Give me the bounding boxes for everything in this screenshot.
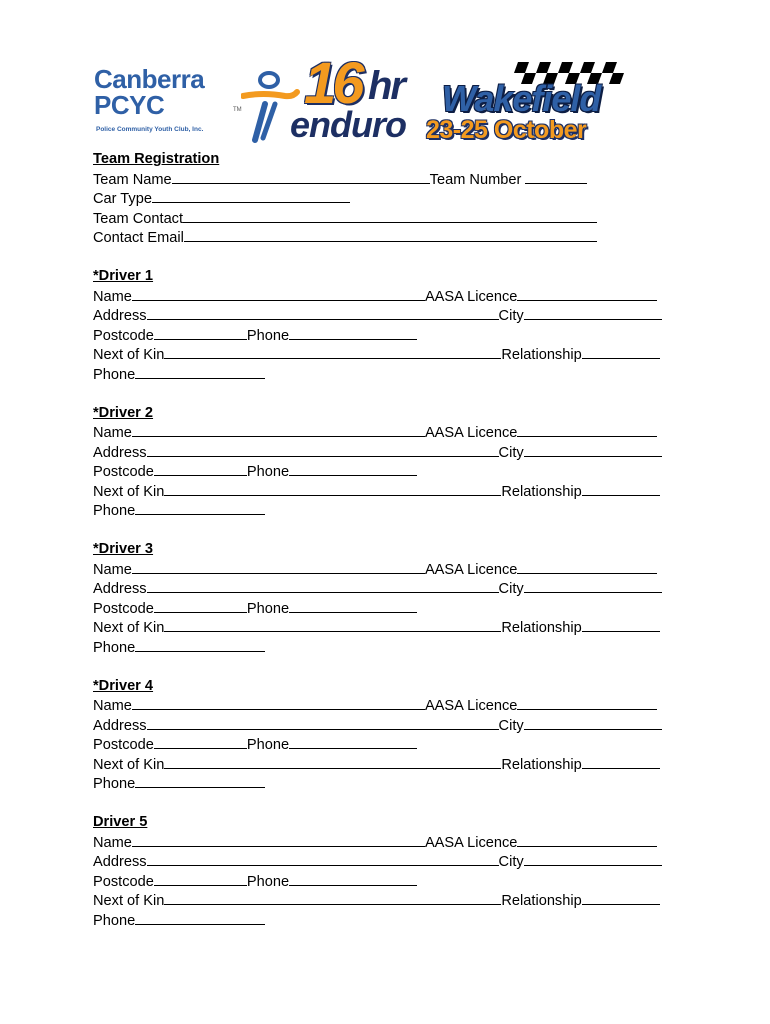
address-field[interactable] [147,579,499,593]
relationship-field[interactable] [582,755,660,769]
kin-phone-field[interactable] [135,501,265,515]
aasa-licence-label: AASA Licence [424,425,518,441]
address-label: Address [93,308,147,324]
team-number-label: Team Number [429,171,522,188]
team-name-row [93,170,693,190]
phone-label: Phone [246,737,290,753]
team-heading-row [93,150,693,170]
relationship-field[interactable] [582,482,660,496]
contact-email-row [93,228,693,248]
next-of-kin-field[interactable] [164,755,501,769]
aasa-licence-field[interactable] [517,696,657,710]
org-tagline: Police Community Youth Club, Inc. [96,126,204,133]
car-type-row [93,189,693,209]
team-registration-heading: Team Registration [93,151,220,167]
next-of-kin-field[interactable] [164,345,501,359]
next-of-kin-field[interactable] [164,891,501,905]
org-name-line2: PCYC [94,90,165,120]
contact-email-label: Contact Email [93,230,184,246]
driver-name-label: Name [93,561,132,578]
postcode-field[interactable] [154,872,247,886]
contact-email-field[interactable] [184,228,597,242]
aasa-licence-label: AASA Licence [424,698,518,714]
phone-label: Phone [246,600,290,617]
org-name-line1: Canberra [94,64,205,94]
kin-phone-label: Phone [93,776,136,792]
aasa-licence-field[interactable] [517,287,657,301]
postcode-label: Postcode [93,327,154,344]
driver-1-section [93,267,693,384]
car-type-label: Car Type [93,191,152,207]
postcode-label: Postcode [93,873,154,890]
postcode-field[interactable] [154,735,247,749]
kin-phone-field[interactable] [135,911,265,925]
team-name-field[interactable] [172,170,430,184]
postcode-label: Postcode [93,600,154,617]
phone-label: Phone [246,464,290,480]
aasa-licence-label: AASA Licence [424,288,518,305]
driver-name-field[interactable] [132,696,425,710]
city-label: City [498,854,524,870]
driver-heading: *Driver 4 [93,677,154,694]
city-label: City [498,308,524,324]
phone-field[interactable] [289,326,417,340]
driver-name-label: Name [93,834,132,851]
team-contact-field[interactable] [183,209,597,223]
team-number-field[interactable] [525,170,587,184]
city-field[interactable] [524,443,662,457]
16hr-enduro-logo [290,51,430,148]
kin-phone-label: Phone [93,639,136,656]
phone-label: Phone [246,873,290,890]
address-label: Address [93,854,147,870]
postcode-field[interactable] [154,599,247,613]
phone-label: Phone [246,327,290,344]
phone-field[interactable] [289,599,417,613]
driver-name-field[interactable] [132,423,425,437]
aasa-licence-field[interactable] [517,560,657,574]
aasa-licence-field[interactable] [517,423,657,437]
event-venue: Wakefield [442,78,601,119]
event-type: enduro [290,104,406,145]
driver-name-field[interactable] [132,560,425,574]
aasa-licence-field[interactable] [517,833,657,847]
city-label: City [498,717,524,734]
next-of-kin-field[interactable] [164,618,501,632]
driver-heading: *Driver 1 [93,268,154,284]
driver-heading: *Driver 3 [93,541,154,557]
driver-name-label: Name [93,425,132,441]
car-type-field[interactable] [152,189,350,203]
relationship-label: Relationship [501,347,582,363]
postcode-field[interactable] [154,326,247,340]
driver-heading: *Driver 2 [93,404,154,421]
city-field[interactable] [524,579,662,593]
kin-phone-label: Phone [93,503,136,519]
kin-phone-field[interactable] [135,365,265,379]
city-label: City [498,581,524,597]
phone-field[interactable] [289,872,417,886]
driver-5-section [93,813,693,930]
canberra-pcyc-logo [94,60,300,140]
driver-name-label: Name [93,698,132,714]
trademark-mark: TM [233,107,242,113]
driver-name-label: Name [93,288,132,305]
address-label: Address [93,717,147,734]
driver-name-field[interactable] [132,833,425,847]
postcode-label: Postcode [93,464,154,480]
page-header [0,0,770,150]
city-field[interactable] [524,852,662,866]
registration-form [93,150,693,930]
address-field[interactable] [147,443,499,457]
kin-phone-label: Phone [93,366,136,383]
city-field[interactable] [524,716,662,730]
phone-field[interactable] [289,735,417,749]
relationship-field[interactable] [582,618,660,632]
relationship-field[interactable] [582,891,660,905]
city-field[interactable] [524,306,662,320]
event-hr: hr [368,64,404,108]
driver-heading: Driver 5 [93,814,148,830]
next-of-kin-field[interactable] [164,482,501,496]
driver-3-section [93,540,693,657]
phone-field[interactable] [289,462,417,476]
relationship-label: Relationship [501,620,582,636]
address-label: Address [93,581,147,597]
kin-phone-label: Phone [93,912,136,929]
kin-phone-field[interactable] [135,774,265,788]
address-label: Address [93,444,147,461]
driver-2-section [93,404,693,521]
postcode-label: Postcode [93,737,154,753]
next-of-kin-label: Next of Kin [93,483,165,500]
team-name-label: Team Name [93,171,172,188]
team-contact-label: Team Contact [93,210,184,227]
next-of-kin-label: Next of Kin [93,620,165,636]
driver-4-section [93,677,693,794]
next-of-kin-label: Next of Kin [93,893,165,909]
postcode-field[interactable] [154,462,247,476]
event-dates: 23-25 October [426,116,587,144]
city-label: City [498,444,524,461]
aasa-licence-label: AASA Licence [424,834,518,851]
relationship-label: Relationship [501,893,582,909]
address-field[interactable] [147,716,499,730]
relationship-field[interactable] [582,345,660,359]
driver-name-field[interactable] [132,287,425,301]
next-of-kin-label: Next of Kin [93,347,165,363]
relationship-label: Relationship [501,483,582,500]
wakefield-logo [424,62,684,152]
next-of-kin-label: Next of Kin [93,756,165,773]
team-contact-row [93,209,693,229]
kin-phone-field[interactable] [135,638,265,652]
aasa-licence-label: AASA Licence [424,561,518,578]
event-hours: 16 [304,51,361,116]
relationship-label: Relationship [501,756,582,773]
address-field[interactable] [147,852,499,866]
address-field[interactable] [147,306,499,320]
